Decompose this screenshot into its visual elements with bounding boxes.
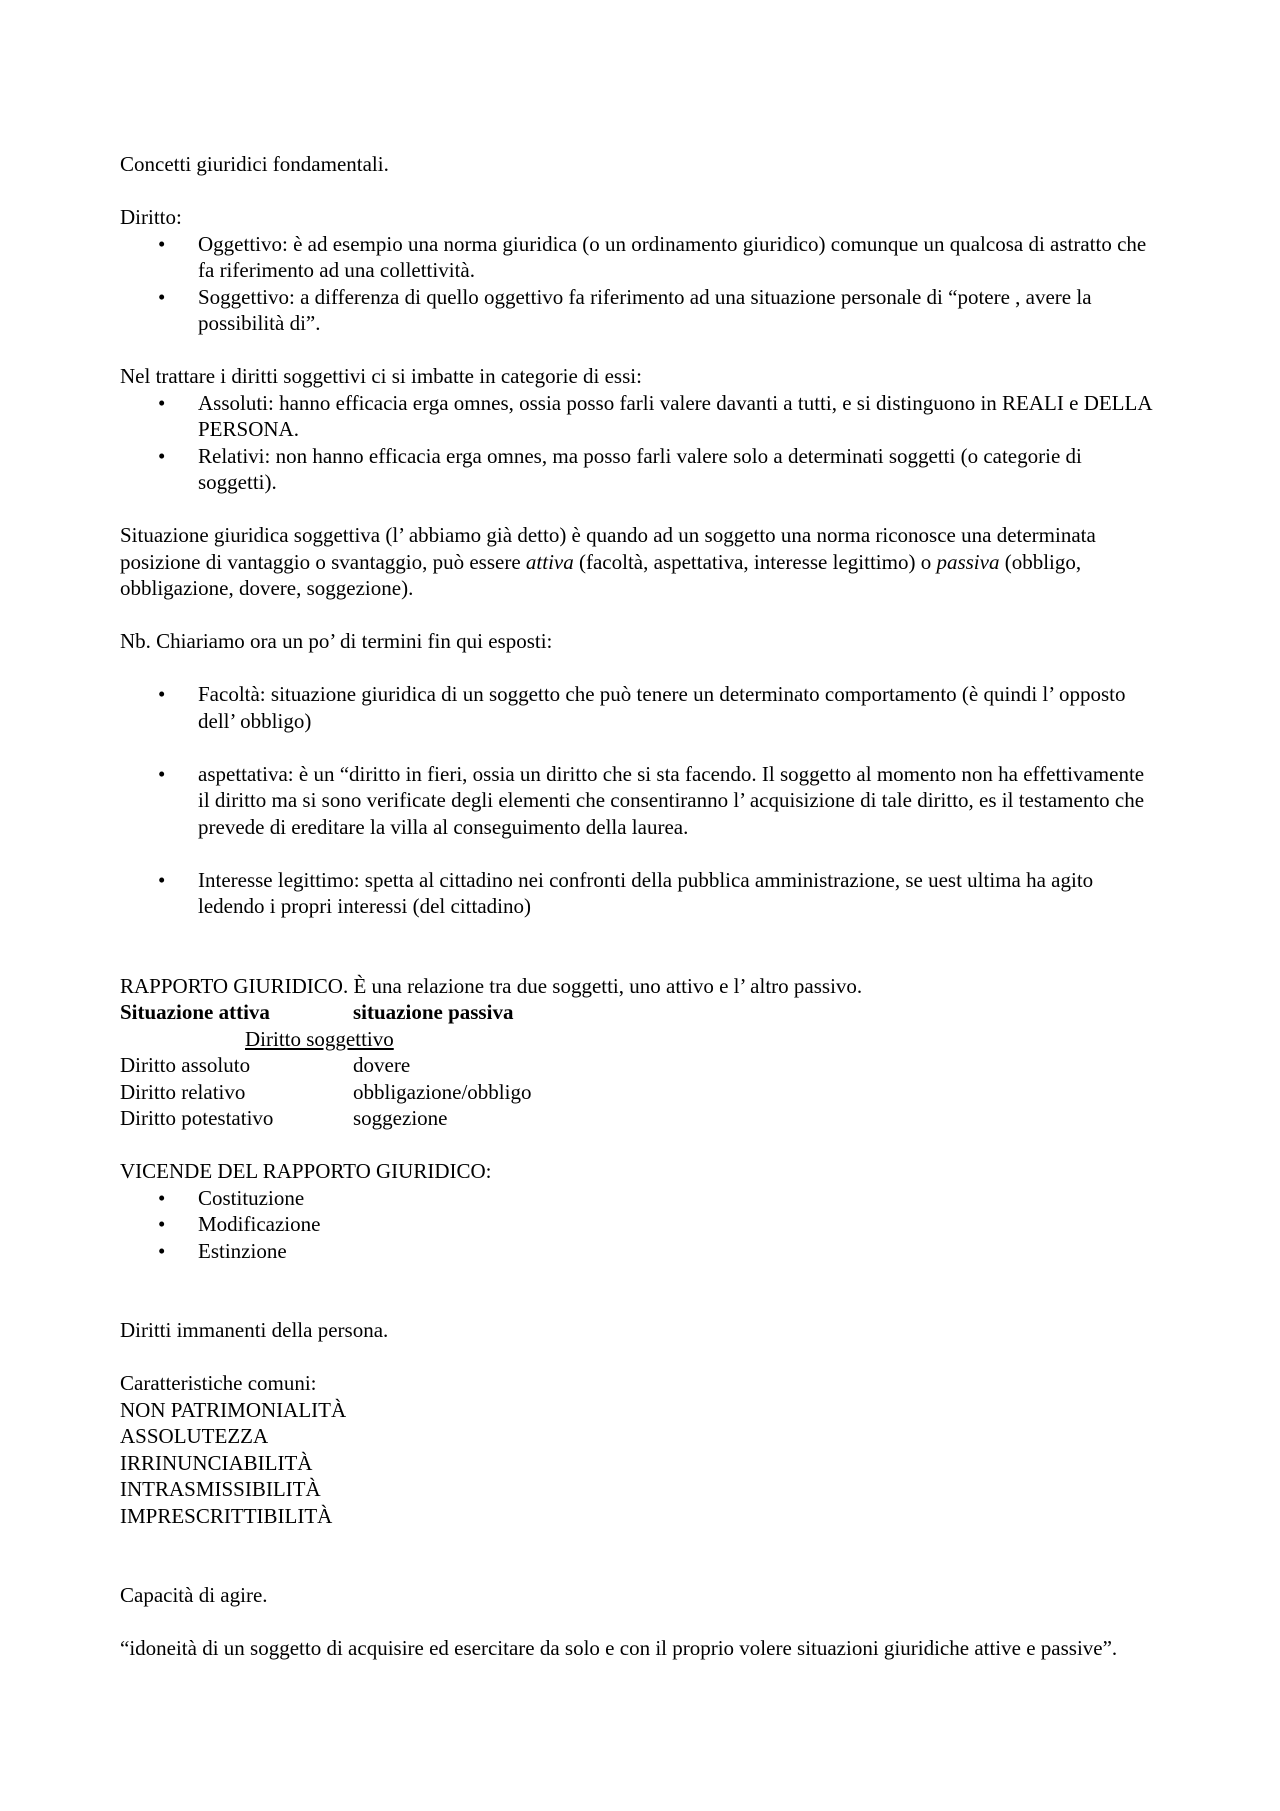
document-title: Concetti giuridici fondamentali. xyxy=(120,152,389,176)
list-item: • Relativi: non hanno efficacia erga omnes, ma posso farli valere solo a determinati soggetti (o categorie di soggetti). xyxy=(158,443,1082,494)
categorie-list xyxy=(120,390,1160,496)
list-item: • Interesse legittimo: spetta al cittadino nei confronti della pubblica amministrazione, se uest ultima ha agito ledendo i propri interessi (del cittadino) xyxy=(158,867,1094,918)
bullet-icon: • xyxy=(158,443,166,468)
header-attiva: Situazione attiva xyxy=(120,1000,270,1024)
header-passiva: situazione passiva xyxy=(353,1000,514,1024)
list-item: • Costituzione xyxy=(158,1185,305,1210)
rapporto-subheader: Diritto soggettivo xyxy=(245,1026,394,1051)
list-item: • Soggettivo: a differenza di quello oggettivo fa riferimento ad una situazione personale di “potere , avere la possibilità di”. xyxy=(158,284,1092,335)
diritto-heading: Diritto: xyxy=(120,205,182,229)
bullet-icon: • xyxy=(158,682,166,706)
capacita-heading: Capacità di agire. xyxy=(120,1583,268,1607)
list-item: • Modificazione xyxy=(158,1212,321,1236)
caratteristica-item: INTRASMISSIBILITÀ xyxy=(120,1477,321,1501)
caratteristica-item: NON PATRIMONIALITÀ xyxy=(120,1397,347,1422)
caratteristiche-label: Caratteristiche comuni: xyxy=(120,1371,317,1395)
table-row: Diritto relativo obbligazione/obbligo xyxy=(120,1079,532,1104)
diritti-immanenti-heading: Diritti immanenti della persona. xyxy=(120,1318,389,1342)
caratteristica-item: IRRINUNCIABILITÀ xyxy=(120,1450,313,1475)
vicende-heading: VICENDE DEL RAPPORTO GIURIDICO: xyxy=(120,1159,492,1183)
rapporto-intro: RAPPORTO GIURIDICO. È una relazione tra due soggetti, uno attivo e l’ altro passivo. xyxy=(120,973,863,998)
list-item: • Assoluti: hanno efficacia erga omnes, ossia posso farli valere davanti a tutti, e si distinguono in REALI e DELLA PERSONA. xyxy=(158,390,1152,441)
table-row: Diritto assoluto dovere xyxy=(120,1053,411,1077)
nb-intro: Nb. Chiariamo ora un po’ di termini fin qui esposti: xyxy=(120,629,553,653)
categorie-intro: Nel trattare i diritti soggettivi ci si imbatte in categorie di essi: xyxy=(120,364,642,388)
list-item: • Oggettivo: è ad esempio una norma giuridica (o un ordinamento giuridico) comunque un qualcosa di astratto che fa riferimento ad una collettività. xyxy=(158,231,1147,282)
bullet-icon: • xyxy=(158,761,166,786)
bullet-icon: • xyxy=(158,231,166,256)
situazione-paragraph: Situazione giuridica soggettiva (l’ abbiamo già detto) è quando ad un soggetto una norma riconosce una determinata posizione di vantaggio o svantaggio, può essere attiva (facoltà, aspettativa, interesse legittimo) o passiva (obbligo, obbligazione, dovere, soggezione). xyxy=(120,523,1096,600)
nb-list xyxy=(120,681,1160,920)
document-body xyxy=(120,151,1160,1662)
rapporto-table-header xyxy=(120,999,1160,1026)
bullet-icon: • xyxy=(158,1238,166,1263)
list-item: • Estinzione xyxy=(158,1238,287,1263)
attiva-term: attiva xyxy=(525,549,574,574)
bullet-icon: • xyxy=(158,867,166,892)
caratteristica-item: IMPRESCRITTIBILITÀ xyxy=(120,1503,333,1528)
bullet-icon: • xyxy=(158,1212,166,1236)
passiva-term: passiva xyxy=(936,549,1000,574)
bullet-icon: • xyxy=(158,390,166,415)
vicende-list xyxy=(120,1185,1160,1265)
list-item: • aspettativa: è un “diritto in fieri, ossia un diritto che si sta facendo. Il soggetto al momento non ha effettivamente il diritto ma si sono verificate degli elementi che consentiranno l’ acquisizione di tale diritto, es il testamento che prevede di ereditare la villa al conseguimento della laurea. xyxy=(158,761,1145,839)
caratteristica-item: ASSOLUTEZZA xyxy=(120,1424,269,1448)
diritto-list xyxy=(120,231,1160,337)
table-row: Diritto potestativo soggezione xyxy=(120,1106,448,1130)
list-item: • Facoltà: situazione giuridica di un soggetto che può tenere un determinato comportamento (è quindi l’ opposto dell’ obbligo) xyxy=(158,682,1126,733)
capacita-definition: “idoneità di un soggetto di acquisire ed esercitare da solo e con il proprio volere situazioni giuridiche attive e passive”. xyxy=(120,1636,1118,1660)
bullet-icon: • xyxy=(158,284,166,309)
bullet-icon: • xyxy=(158,1185,166,1210)
